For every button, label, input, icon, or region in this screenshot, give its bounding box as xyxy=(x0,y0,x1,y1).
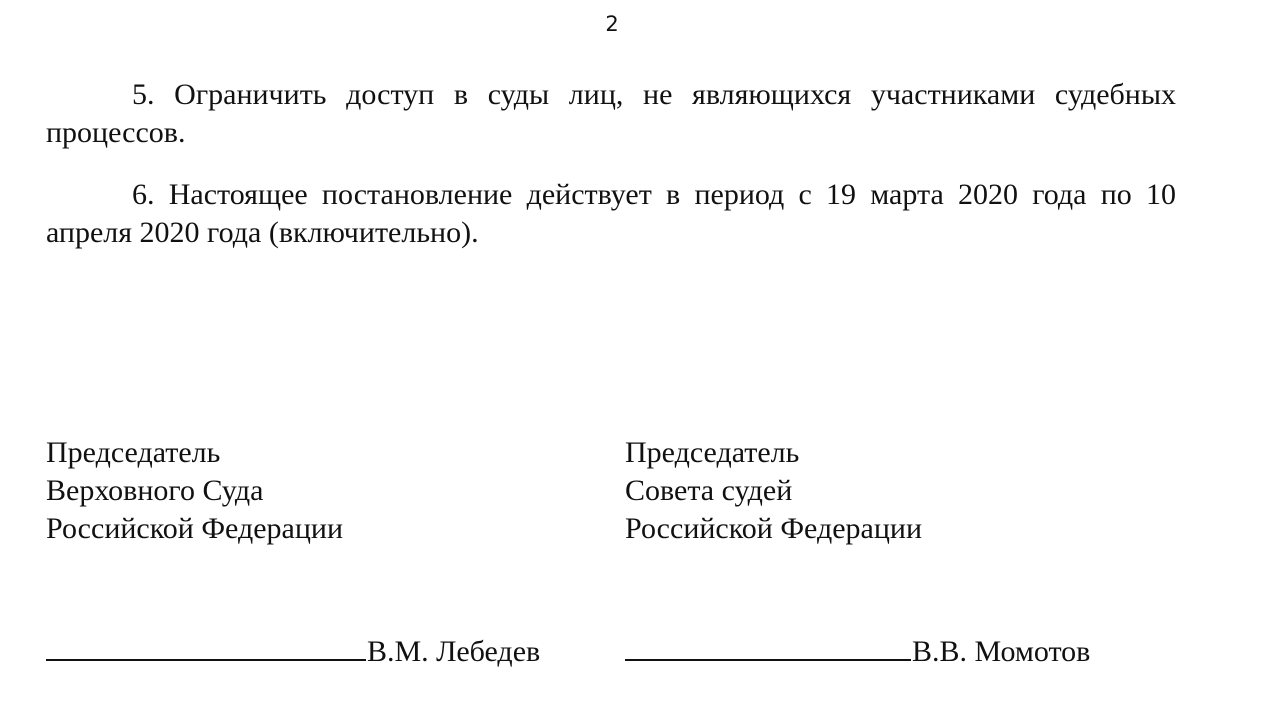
signatory-1-name: В.М. Лебедев xyxy=(367,635,541,668)
signatory-council-of-judges-title xyxy=(625,434,922,548)
signatory-2-position-line-3: Российской Федерации xyxy=(625,512,923,545)
paragraph-6-text: Настоящее постановление действует в период с 19 марта 2020 года по 10 апреля 2020 года (включительно). xyxy=(46,178,1176,249)
signature-row-lebedev xyxy=(46,629,540,671)
signatory-1-position-line-1: Председатель xyxy=(46,436,221,469)
paragraph-6 xyxy=(46,176,1176,252)
signatory-1-position-line-3: Российской Федерации xyxy=(46,512,344,545)
paragraph-5-text: Ограничить доступ в суды лиц, не являющихся участниками судебных процессов. xyxy=(46,78,1176,149)
paragraph-5-number: 5. xyxy=(132,78,155,111)
signatory-2-position-line-1: Председатель xyxy=(625,436,800,469)
signature-row-momotov xyxy=(625,629,1090,671)
signatory-2-position-line-2: Совета судей xyxy=(625,474,793,507)
signatory-supreme-court-title xyxy=(46,434,343,548)
signatory-1-position-line-2: Верховного Суда xyxy=(46,474,264,507)
signature-line xyxy=(46,629,366,661)
paragraph-6-number: 6. xyxy=(132,178,155,211)
signature-line xyxy=(625,629,911,661)
signatory-2-name: В.В. Момотов xyxy=(912,635,1091,668)
page-number: 2 xyxy=(605,12,619,36)
paragraph-5 xyxy=(46,76,1176,152)
